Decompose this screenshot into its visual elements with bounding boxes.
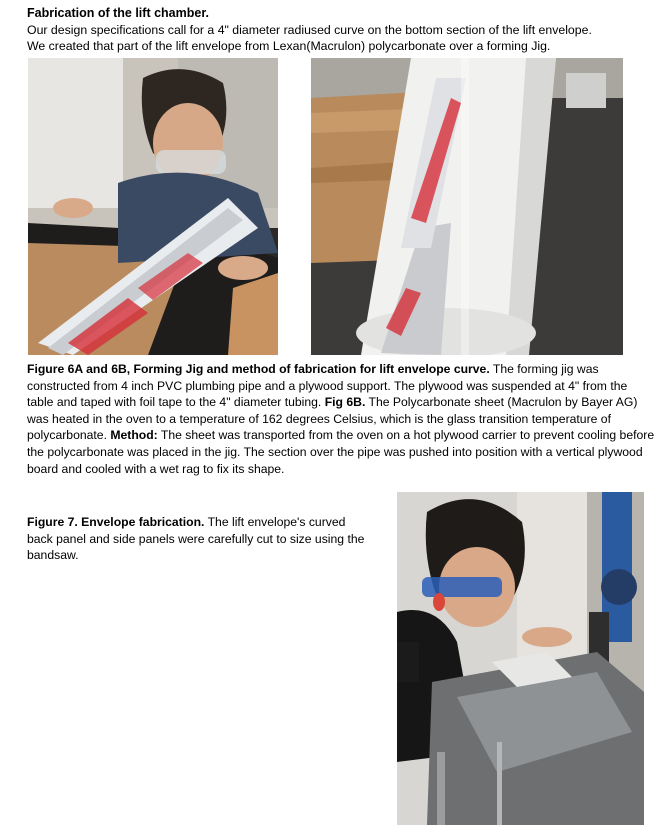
figure-6-title: Figure 6A and 6B, Forming Jig and method of fabrication for lift envelope curve.	[27, 362, 490, 376]
method-label: Method:	[110, 428, 158, 443]
intro-paragraph	[27, 22, 667, 54]
photo-figure-7	[397, 492, 644, 825]
figure-6-text-2: The Polycarbonate sheet (Macrulon by Bayer AG) was heated in the oven to a temperature of 162 degrees Celsius, which is the glass transition temperature of polycarbonate.	[27, 395, 638, 443]
figure-7-title: Figure 7. Envelope fabrication.	[27, 515, 205, 529]
figure-6-caption	[27, 361, 657, 477]
photo-figure-6a	[28, 58, 278, 355]
section-heading: Fabrication of the lift chamber.	[27, 6, 209, 20]
intro-line-2: We created that part of the lift envelope from Lexan(Macrulon) polycarbonate over a forming Jig.	[27, 39, 551, 53]
intro-line-1: Our design specifications call for a 4" diameter radiused curve on the bottom section of the lift envelope.	[27, 23, 592, 37]
figure-7-caption	[27, 514, 367, 564]
photo-figure-6b	[311, 58, 623, 355]
figure-6-text-1: The forming jig was constructed from 4 inch PVC plumbing pipe and a plywood support. The plywood was suspended at 4" from the table and taped with foil tape to the 4" diameter tubing.	[27, 362, 628, 410]
figure-6-text-3: The sheet was transported from the oven on a hot plywood carrier to prevent cooling before the polycarbonate was placed in the jig. The section over the pipe was pushed into position with a vertical plywood board and cooled with a wet rag to fix its shape.	[27, 428, 655, 476]
figure-7-text: The lift envelope's curved back panel and side panels were carefully cut to size using the bandsaw.	[27, 515, 365, 562]
figure-6b-label: Fig 6B.	[324, 395, 366, 410]
